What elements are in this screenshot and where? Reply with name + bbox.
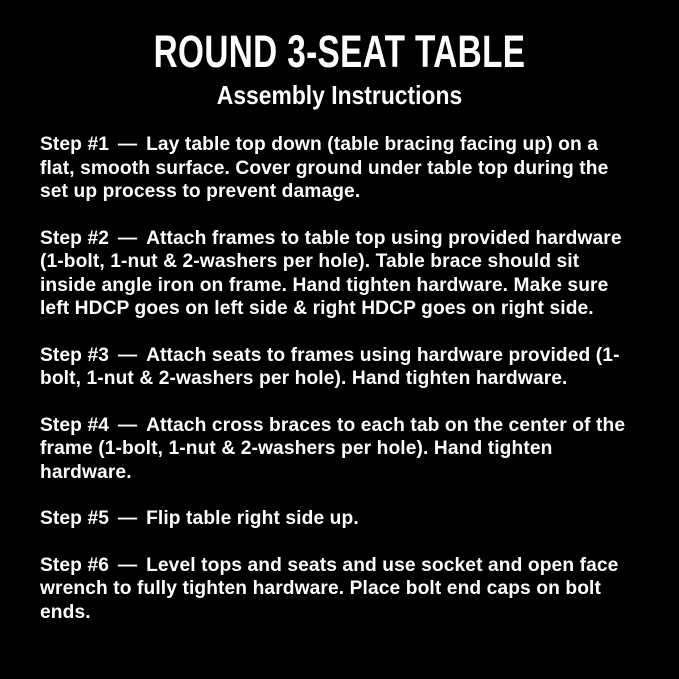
step-4-label: Step #4 — [40, 413, 110, 436]
step-2-text: Attach frames to table top using provided hardware (1-bolt, 1-nut & 2-washers per hole). Table brace should sit inside angle iron on frame. Hand tighten hardware. Make sure left HDCP goes on left side & right HDCP goes on right side. — [40, 226, 622, 320]
step-5-text: Flip table right side up. — [146, 507, 359, 530]
step-5-label: Step #5 — [40, 507, 110, 530]
step-3-label: Step #3 — [40, 343, 110, 366]
step-2-dash: — — [117, 226, 138, 249]
step-2-paragraph — [40, 227, 632, 321]
step-2-label: Step #2 — [40, 226, 110, 249]
step-4-paragraph — [40, 414, 632, 485]
step-4-text: Attach cross braces to each tab on the center of the frame (1-bolt, 1-nut & 2-washers per hole). Hand tighten hardware. — [40, 413, 626, 483]
step-6-dash: — — [117, 553, 138, 576]
step-6-label: Step #6 — [40, 553, 110, 576]
step-1-dash: — — [117, 133, 138, 156]
page-subtitle: Assembly Instructions — [216, 80, 463, 111]
step-5-paragraph — [40, 507, 632, 531]
step-1-paragraph — [40, 133, 632, 204]
step-1-label: Step #1 — [40, 133, 110, 156]
header — [0, 28, 679, 111]
step-1-text: Lay table top down (table bracing facing up) on a flat, smooth surface. Cover ground under table top during the set up process to prevent damage. — [40, 133, 609, 203]
step-6-paragraph — [40, 554, 632, 625]
step-4-dash: — — [117, 413, 138, 436]
step-3-paragraph — [40, 344, 632, 391]
step-3-dash: — — [117, 343, 138, 366]
step-5-dash: — — [117, 507, 138, 530]
page-title: ROUND 3-SEAT TABLE — [153, 26, 526, 77]
step-3-text: Attach seats to frames using hardware provided (1-bolt, 1-nut & 2-washers per hole). Hand tighten hardware. — [40, 343, 620, 390]
steps-list — [0, 127, 679, 624]
step-6-text: Level tops and seats and use socket and open face wrench to fully tighten hardware. Place bolt end caps on bolt ends. — [40, 553, 619, 623]
